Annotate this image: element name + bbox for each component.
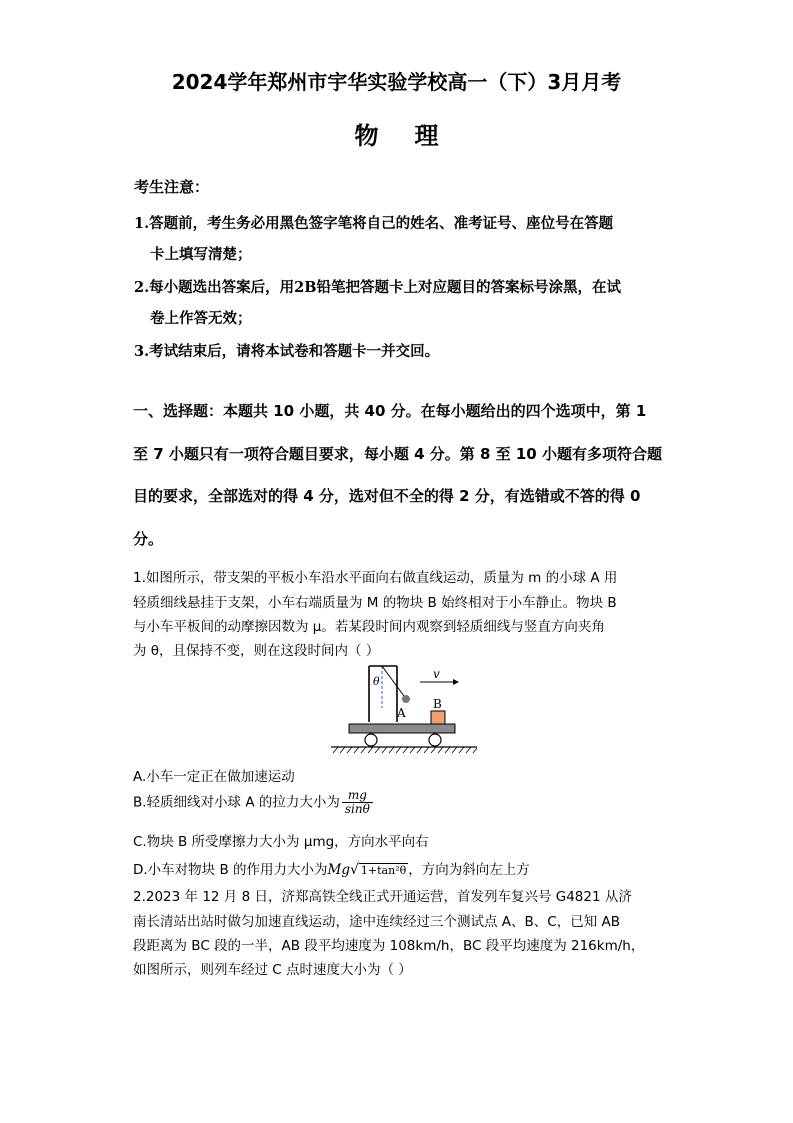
q1-option-d-sqrt: 1+tan²θ (360, 864, 407, 877)
q2-line-2: 南长清站出站时做匀加速直线运动，途中连续经过三个测试点 A、B、C，已知 AB (133, 914, 621, 930)
q1-option-d-mg: Mg (327, 862, 350, 878)
cart-wheel-right (429, 734, 441, 746)
subject-title: 物理 (354, 122, 475, 150)
q1-option-b (133, 789, 375, 816)
q2-line-4: 如图所示，则列车经过 C 点时速度大小为（ ） (133, 962, 412, 978)
thread-line (382, 666, 404, 696)
q2-line-1: 2.2023 年 12 月 8 日，济郑高铁全线正式开通运营，首发列车复兴号 G4821 从济 (133, 889, 632, 905)
theta-label: θ (373, 675, 380, 688)
q1-option-d (133, 858, 530, 878)
q1-option-b-text: B.轻质细线对小球 A 的拉力大小为 (133, 794, 340, 811)
notice-item-1-line-1: 1.答题前，考生务必用黑色签字笔将自己的姓名、准考证号、座位号在答题 (134, 215, 614, 232)
section-1-line-2: 至 7 小题只有一项符合题目要求，每小题 4 分。第 8 至 10 小题有多项符合题 (133, 445, 662, 463)
q1-line-3: 与小车平板间的动摩擦因数为 μ。若某段时间内观察到轻质细线与竖直方向夹角 (133, 619, 605, 635)
notice-item-1-line-2: 卡上填写清楚； (150, 246, 252, 263)
ball-a (402, 695, 410, 703)
q2-line-3: 段距离为 BC 段的一半，AB 段平均速度为 108km/h，BC 段平均速度为 216km/h， (133, 938, 645, 954)
cart-plate (349, 724, 455, 733)
block-b-label: B (433, 697, 442, 711)
velocity-arrow-head (453, 679, 459, 685)
sqrt-symbol: √ (350, 862, 359, 878)
q1-option-c: C.物块 B 所受摩擦力大小为 μmg，方向水平向右 (133, 834, 429, 850)
section-1-line-1: 一、选择题：本题共 10 小题，共 40 分。在每小题给出的四个选项中，第 1 (133, 402, 647, 420)
q1-option-d-suffix: ，方向为斜向左上方 (408, 862, 530, 878)
block-b (431, 711, 445, 724)
q1-line-1: 1.如图所示，带支架的平板小车沿水平面向右做直线运动，质量为 m 的小球 A 用 (133, 570, 618, 586)
section-1-line-4: 分。 (133, 530, 164, 548)
q1-option-b-denominator: sinθ (344, 802, 370, 816)
q1-option-b-numerator: mg (342, 789, 373, 803)
q1-figure (325, 660, 481, 758)
q1-option-b-fraction (342, 789, 373, 816)
q1-line-4: 为 θ，且保持不变，则在这段时间内（ ） (133, 643, 380, 659)
notice-item-2-line-1: 2.每小题选出答案后，用2B铅笔把答题卡上对应题目的答案标号涂黑，在试 (134, 279, 621, 296)
q1-option-d-text: D.小车对物块 B 的作用力大小为 (133, 862, 328, 878)
notice-item-2-line-2: 卷上作答无效； (150, 310, 252, 327)
ground-hatching (333, 747, 477, 753)
exam-title: 2024学年郑州市宇华实验学校高一（下）3月月考 (171, 70, 622, 94)
velocity-label: v (433, 667, 440, 681)
section-1-line-3: 目的要求，全部选对的得 4 分，选对但不全的得 2 分，有选错或不答的得 0 (133, 487, 641, 505)
ball-a-label: A (397, 706, 406, 720)
q1-line-2: 轻质细线悬挂于支架，小车右端质量为 M 的物块 B 始终相对于小车静止。物块 B (133, 595, 617, 611)
cart-wheel-left (365, 734, 377, 746)
notice-heading: 考生注意： (134, 178, 210, 196)
notice-item-3: 3.考试结束后，请将本试卷和答题卡一并交回。 (134, 343, 440, 360)
q1-option-a: A.小车一定正在做加速运动 (133, 769, 295, 785)
